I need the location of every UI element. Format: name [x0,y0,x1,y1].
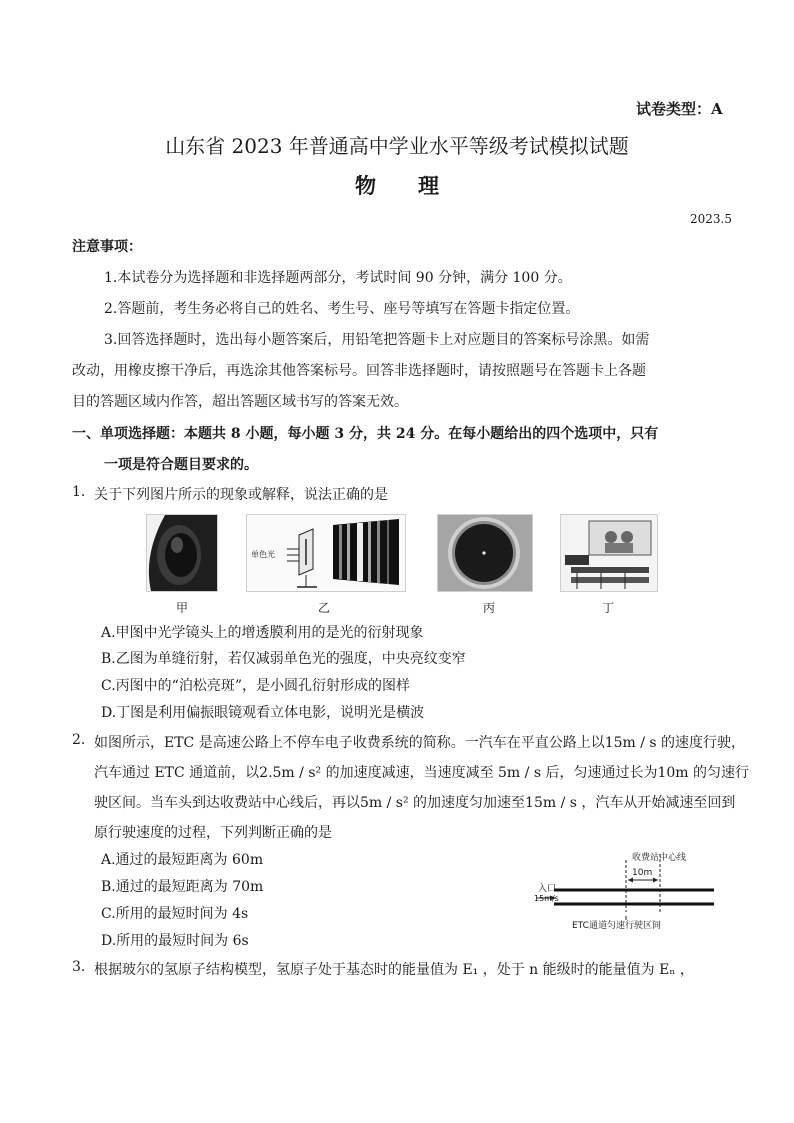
caption-bing: 丙 [483,601,496,615]
q2-line-2: 汽车通过 ETC 通道前，以2.5m / s² 的加速度减速，当速度减至 5m / s 后，匀速通过长为10m 的匀速行 [94,765,749,781]
section-heading-line-2: 一项是符合题目要求的。 [104,457,258,473]
etc-lane-diagram [532,850,722,936]
q2-number: 2. [72,732,86,748]
exam-date: 2023.5 [690,212,732,226]
notice-item-1: 1.本试卷分为选择题和非选择题两部分，考试时间 90 分钟，满分 100 分。 [104,270,572,286]
toll-center-line-label: 收费站中心线 [632,853,687,863]
figure-jia-lens [146,514,218,592]
q2-line-3: 驶区间。当车头到达收费站中心线后，再以5m / s² 的加速度匀加速至15m / s ，汽车从开始减速至回到 [94,795,736,811]
speed-label: 15m/s [534,894,559,903]
q3-number: 3. [72,959,86,975]
q2-line-1: 如图所示，ETC 是高速公路上不停车电子收费系统的简称。一汽车在平直公路上以15m / s 的速度行驶， [94,735,746,751]
entrance-label: 入口 [538,884,557,894]
caption-ding: 丁 [602,601,615,615]
section-heading-line-1: 一、单项选择题：本题共 8 小题，每小题 3 分，共 24 分。在每小题给出的四个选项中，只有 [72,426,659,442]
q1-option-b: B.乙图为单缝衍射，若仅减弱单色光的强度，中央亮纹变窄 [101,651,466,667]
q2-option-a: A.通过的最短距离为 60m [101,852,264,868]
figure-bing-poisson-spot [437,514,533,592]
caption-jia: 甲 [176,601,189,615]
camera-lens-image [147,515,217,591]
figure-ding-3d-movie [560,514,658,592]
page-title: 山东省 2023 年普通高中学业水平等级考试模拟试题 [165,134,629,158]
notice-item-2: 2.答题前，考生务必将自己的姓名、考生号、座号等填写在答题卡指定位置。 [104,301,580,317]
q2-line-4: 原行驶速度的过程，下列判断正确的是 [94,825,332,841]
poisson-spot-image [438,515,532,591]
q1-stem: 关于下列图片所示的现象或解释，说法正确的是 [94,487,388,503]
q2-option-d: D.所用的最短时间为 6s [101,933,249,949]
q1-option-c: C.丙图中的“泊松亮斑”，是小圆孔衍射形成的图样 [101,678,410,694]
q2-option-b: B.通过的最短距离为 70m [101,879,264,895]
paper-type: 试卷类型：A [636,100,723,118]
q1-number: 1. [72,484,86,500]
zone-length-label: 10m [632,868,653,878]
q1-option-d: D.丁图是利用偏振眼镜观看立体电影，说明光是横波 [101,705,425,721]
q1-option-a: A.甲图中光学镜头上的增透膜利用的是光的衍射现象 [101,625,424,641]
caption-yi: 乙 [318,601,331,615]
subject-title: 物 理 [355,173,439,198]
q2-option-c: C.所用的最短时间为 4s [101,906,249,922]
q3-line-1: 根据玻尔的氢原子结构模型，氢原子处于基态时的能量值为 E₁ ，处于 n 能级时的能量值为 Eₙ ， [94,962,694,978]
notice-item-3-line-2: 改动，用橡皮擦干净后，再选涂其他答案标号。回答非选择题时，请按照题号在答题卡上各题 [72,363,646,379]
notice-item-3-line-1: 3.回答选择题时，选出每小题答案后，用铅笔把答题卡上对应题目的答案标号涂黑。如需 [104,332,650,348]
notice-heading: 注意事项： [72,239,142,255]
figure-yi-single-slit [246,514,406,592]
etc-zone-label: ETC通道匀速行驶区间 [572,921,661,931]
monochromatic-light-label: 单色光 [251,550,275,559]
3d-cinema-image [561,515,657,591]
notice-item-3-line-3: 目的答题区域内作答，超出答题区域书写的答案无效。 [72,394,408,410]
